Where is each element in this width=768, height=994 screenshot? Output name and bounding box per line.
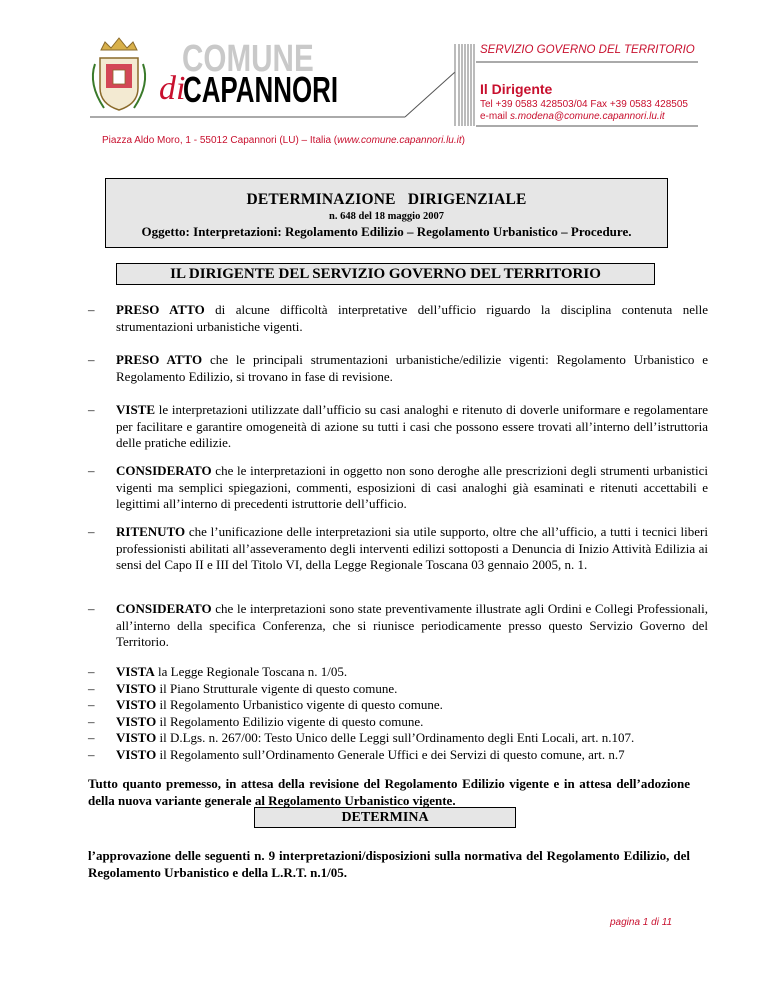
document-title: DETERMINAZIONE DIRIGENZIALE [246,191,527,208]
logo-capannori-text: CAPANNORI [183,69,339,110]
vertical-stripes [455,44,474,126]
approvazione-paragraph: l’approvazione delle seguenti n. 9 interpretazioni/disposizioni sulla normativa del Regolamento Edilizio, del Regolamento Urbanistico e della L.R.T. n.1/05. [88,848,690,880]
visto-item: – VISTO il Piano Strutturale vigente di questo comune. [88,680,398,696]
logo-di-text: di [159,70,186,107]
department-name: SERVIZIO GOVERNO DEL TERRITORIO [480,44,695,56]
logo-comune-text: COMUNE [182,38,314,80]
document-subject: Oggetto: Interpretazioni: Regolamento Edilizio – Regolamento Urbanistico – Procedure. [141,224,632,239]
visto-item: – VISTO il Regolamento Urbanistico vigente di questo comune. [88,697,443,712]
section-heading-determina: DETERMINA [254,807,516,828]
list-item: – CONSIDERATO che le interpretazioni in oggetto non sono deroghe alle prescrizioni degli strumenti urbanistici vigenti ma semplici spiegazioni, commenti, esposizioni di casi analoghi già esaminati e ritenuti accettabili e legittimi all’interno di precedenti istruttorie dell’ufficio. [88,463,708,511]
visto-item: – VISTO il D.Lgs. n. 267/00: Testo Unico delle Leggi sull’Ordinamento degli Enti Locali, art. n.107. [88,730,635,745]
premesso-paragraph: Tutto quanto premesso, in attesa della revisione del Regolamento Edilizio vigente e in attesa dell’adozione della nuova variante generale al Regolamento Urbanistico vigente. [88,776,690,808]
contact-phone-fax: Tel +39 0583 428503/04 Fax +39 0583 428505 [480,99,688,110]
section-heading-dirigente: IL DIRIGENTE DEL SERVIZIO GOVERNO DEL TERRITORIO [116,263,655,285]
visto-item: – VISTA la Legge Regionale Toscana n. 1/05. [88,664,348,679]
document-number: n. 648 del 18 maggio 2007 [329,211,444,222]
list-item: – RITENUTO che l’unificazione delle interpretazioni sia utile supporto, oltre che all’ufficio, a tutti i tecnici liberi professionisti abilitati all’asseveramento degli interventi edilizi sottoposti a Denuncia di Inizio Attività Edilizia ai sensi del Capo II e III del Titolo VI, della Legge Regionale Toscana 03 gennaio 2005, n. 1. [88,524,708,572]
dirigente-title: Il Dirigente [480,81,553,97]
page-number: pagina 1 di 11 [610,917,673,928]
website-link[interactable]: www.comune.capannori.lu.it [337,135,462,146]
title-box [105,178,668,248]
list-item: – PRESO ATTO che le principali strumentazioni urbanistiche/edilizie vigenti: Regolamento Urbanistico e Regolamento Edilizio, si trovano in fase di revisione. [88,352,708,384]
crest-emblem [93,38,145,110]
list-item: – PRESO ATTO di alcune difficoltà interpretative dell’ufficio riguardo la disciplina contenuta nelle strumentazioni urbanistiche vigenti. [88,302,708,334]
visto-item: – VISTO il Regolamento Edilizio vigente di questo comune. [88,713,424,729]
list-item: – CONSIDERATO che le interpretazioni sono state preventivamente illustrate agli Ordini e Collegi Professionali, all’interno della specifica Conferenza, che si riunisce periodicamente presso questo Servizio Governo del Territorio. [88,601,708,649]
list-item: – VISTE le interpretazioni utilizzate dall’ufficio su casi analoghi e ritenuto di doverle uniformare e regolamentare per facilitare e garantire omogeneità di azione su tutti i casi che possono essere trovati all’interno dell’istruttoria delle pratiche edilizie. [88,402,708,450]
email-link[interactable]: s.modena@comune.capannori.lu.it [510,111,665,122]
visto-item: – VISTO il Regolamento sull’Ordinamento Generale Uffici e dei Servizi di questo comune, art. n.7 [88,746,625,762]
address-line: Piazza Aldo Moro, 1 - 55012 Capannori (LU) – Italia (www.comune.capannori.lu.it) [102,135,465,146]
contact-email-line: e-mail s.modena@comune.capannori.lu.it [480,111,665,122]
